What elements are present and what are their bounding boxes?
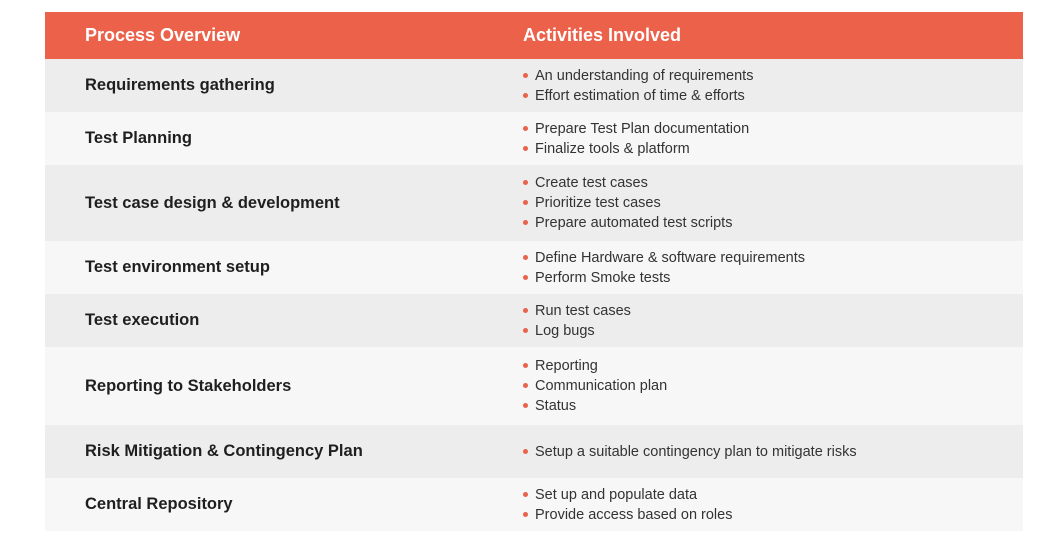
- table-row: [45, 478, 1023, 531]
- process-name: Requirements gathering: [85, 76, 275, 94]
- activities-list: [523, 119, 1023, 159]
- activity-item: Provide access based on roles: [523, 505, 1023, 525]
- activity-item: Create test cases: [523, 173, 1023, 193]
- header-activities-involved: Activities Involved: [523, 25, 682, 45]
- activity-item: Prioritize test cases: [523, 193, 1023, 213]
- activities-cell: [523, 66, 1023, 106]
- activity-item: Reporting: [523, 356, 1023, 376]
- process-name: Risk Mitigation & Contingency Plan: [85, 442, 363, 460]
- activity-item: Log bugs: [523, 321, 1023, 341]
- table-row: [45, 112, 1023, 165]
- process-name: Test environment setup: [85, 258, 270, 276]
- activities-list: [523, 248, 1023, 288]
- activity-item: Communication plan: [523, 376, 1023, 396]
- table-row: [45, 347, 1023, 425]
- process-name: Reporting to Stakeholders: [85, 376, 292, 395]
- process-name: Test execution: [85, 311, 200, 329]
- table-row: [45, 59, 1023, 112]
- activity-item: An understanding of requirements: [523, 66, 1023, 86]
- table-header: [45, 12, 1023, 59]
- table-row: [45, 241, 1023, 294]
- activities-cell: [523, 119, 1023, 159]
- activity-item: Setup a suitable contingency plan to mitigate risks: [523, 442, 1023, 462]
- activities-list: [523, 66, 1023, 106]
- activities-cell: [523, 301, 1023, 341]
- process-table: [45, 12, 1023, 531]
- activity-item: Set up and populate data: [523, 485, 1023, 505]
- activities-list: [523, 173, 1023, 233]
- activities-cell: [523, 356, 1023, 416]
- process-name: Test case design & development: [85, 193, 340, 212]
- activities-list: [523, 442, 1023, 462]
- activity-item: Define Hardware & software requirements: [523, 248, 1023, 268]
- activities-cell: [523, 485, 1023, 525]
- activity-item: Prepare automated test scripts: [523, 213, 1023, 233]
- process-name: Central Repository: [85, 495, 233, 513]
- activity-item: Status: [523, 396, 1023, 416]
- activity-item: Prepare Test Plan documentation: [523, 119, 1023, 139]
- activity-item: Run test cases: [523, 301, 1023, 321]
- activity-item: Perform Smoke tests: [523, 268, 1023, 288]
- activities-list: [523, 356, 1023, 416]
- activity-item: Finalize tools & platform: [523, 139, 1023, 159]
- activities-list: [523, 301, 1023, 341]
- table-row: [45, 425, 1023, 478]
- process-name: Test Planning: [85, 129, 192, 147]
- table-body: [45, 59, 1023, 531]
- activities-cell: [523, 173, 1023, 233]
- table-row: [45, 165, 1023, 241]
- activities-cell: [523, 248, 1023, 288]
- activities-cell: [523, 442, 1023, 462]
- table-row: [45, 294, 1023, 347]
- activity-item: Effort estimation of time & efforts: [523, 86, 1023, 106]
- activities-list: [523, 485, 1023, 525]
- header-process-overview: Process Overview: [85, 25, 241, 45]
